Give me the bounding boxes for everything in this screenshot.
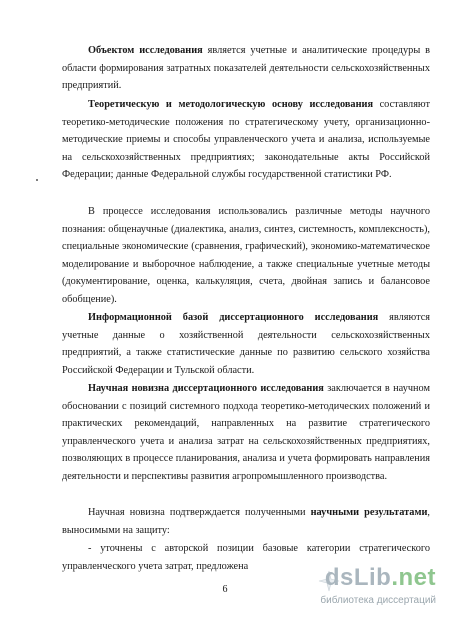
page-number: 6 [222, 584, 228, 595]
paragraph-results [62, 504, 430, 539]
watermark-logo-tld: .net [391, 564, 436, 591]
paragraph-bold-results: научными результатами [310, 507, 428, 518]
paragraph-lead-bold: Теоретическую и методологическую основу исследования [88, 99, 374, 110]
paragraph-lead-bold: Объектом исследования [88, 45, 203, 56]
paragraph-text: В процессе исследования использовались различные методы научного познания: общенаучные (диалектика, анализ, синтез, системность, комплексность), специальные экономические (сравнения, графический), экономико-математическое моделирование и выборочное наблюдение, а также специальные учетные методы (документирование, оценка, калькуляция, счета, двойная запись и балансовое обобщение). [62, 206, 430, 305]
paragraph-text: является учетные и аналитические процедуры в области формирования затратных показателей деятельности сельскохозяйственных предприятий. [62, 45, 430, 92]
paragraph-text: заключается в научном обосновании с позиций системного подхода теоретико-методических положений и практических рекомендаций, направленных на развитие стратегического управленческого учета и анализа затрат на сельскохозяйственных предприятиях, позволяющих в процессе планирования, анализа и учета формировать направления деятельности и перспективы развития агропромышленного производства. [62, 383, 430, 482]
paragraph-text: являются учетные данные о хозяйственной деятельности сельскохозяйственных предприятий, а также статистические данные по развитию сельского хозяйства Российской Федерации и Тульской области. [62, 312, 431, 376]
watermark-logo-main: dsLib [324, 564, 392, 591]
watermark-logo [325, 564, 436, 592]
paragraph-text: составляют теоретико-методические положения по стратегическому учету, организационно-методические приемы и способы управленческого учета и анализа, используемые на сельскохозяйственных предприятиях; законодательные акты Российской Федерации; данные Федеральной службы государственной статистики РФ. [62, 99, 430, 181]
paragraph-text: - уточнены с авторской позиции базовые категории стратегического управленческого учета затрат, предложена [62, 543, 430, 572]
paragraph-methods [62, 203, 430, 309]
paragraph-methodology [62, 96, 430, 184]
paragraph-object [62, 42, 430, 95]
watermark [318, 564, 436, 612]
paragraph-lead-bold: Информационной базой диссертационного исследования [88, 312, 379, 323]
paragraph-text: Научная новизна подтверждается полученными [88, 507, 311, 518]
margin-mark [36, 179, 38, 181]
paragraph-text: , выносимыми на защиту: [62, 507, 430, 536]
paragraph-information-base [62, 309, 430, 379]
paragraph-novelty [62, 380, 430, 486]
paragraph-lead-bold: Научная новизна диссертационного исследования [88, 383, 324, 394]
watermark-subtitle: библиотека диссертаций [320, 595, 436, 606]
